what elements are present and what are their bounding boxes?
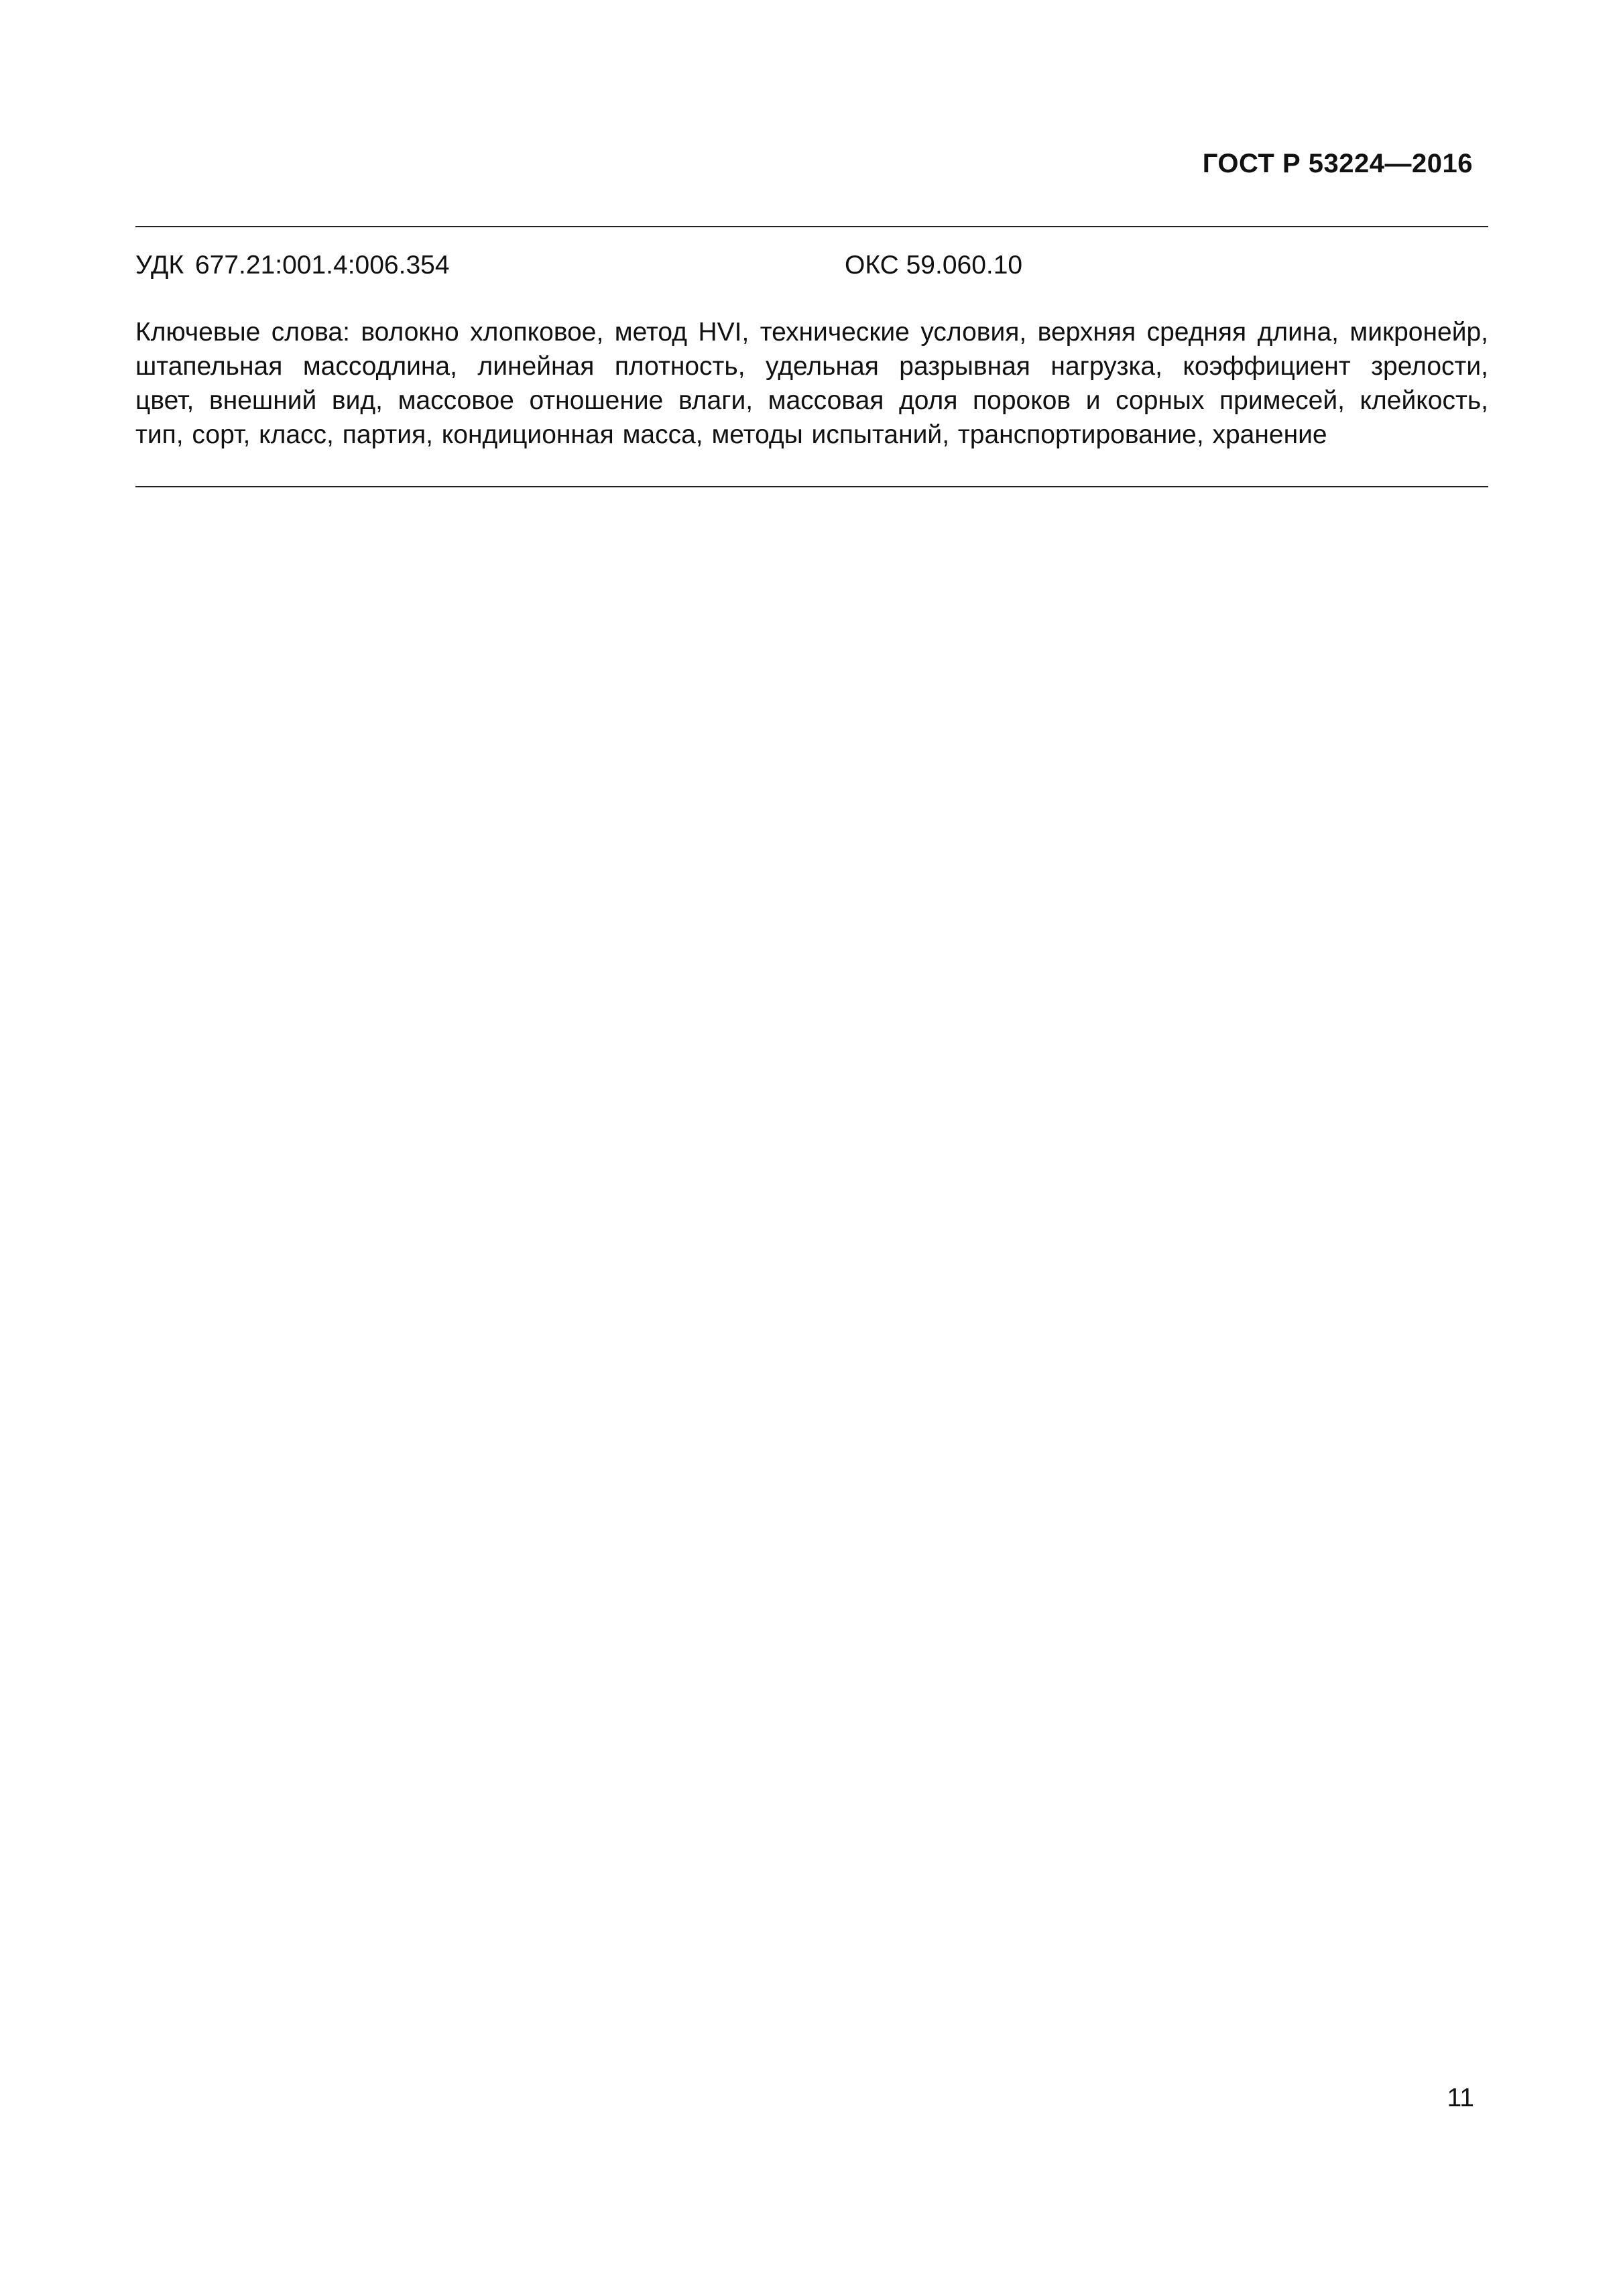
- keywords-paragraph: [135, 315, 1488, 452]
- udc-code: УДК 677.21:001.4:006.354: [135, 251, 450, 280]
- page-number: 11: [1447, 2083, 1474, 2112]
- keywords-line-4: тип, сорт, класс, партия, кондиционная масса, методы испытаний, транспортирование, хранение: [135, 420, 1327, 449]
- keywords-line-1: Ключевые слова: волокно хлопковое, метод HVI, технические условия, верхняя средняя длина, микронейр,: [135, 318, 1488, 347]
- standard-designation: ГОСТ Р 53224—2016: [1202, 149, 1473, 178]
- top-divider: [135, 226, 1488, 227]
- keywords-line-3: цвет, внешний вид, массовое отношение влаги, массовая доля пороков и сорных примесей, клейкость,: [135, 386, 1488, 415]
- bottom-divider: [135, 486, 1488, 487]
- classification-codes: [135, 251, 1488, 291]
- keywords-line-2: штапельная массодлина, линейная плотность, удельная разрывная нагрузка, коэффициент зрелости,: [135, 352, 1488, 381]
- oks-code: ОКС 59.060.10: [845, 251, 1023, 280]
